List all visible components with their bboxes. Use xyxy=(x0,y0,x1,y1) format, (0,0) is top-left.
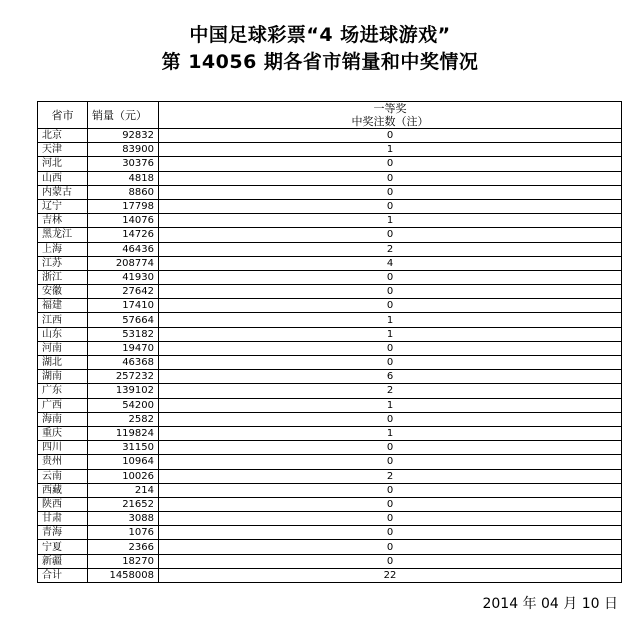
province-cell: 天津 xyxy=(38,143,88,157)
province-cell: 河南 xyxy=(38,341,88,355)
table-row xyxy=(38,327,622,341)
sales-cell: 208774 xyxy=(88,256,159,270)
province-cell: 合计 xyxy=(38,568,88,582)
table-row xyxy=(38,171,622,185)
sales-cell: 3088 xyxy=(88,512,159,526)
table-row xyxy=(38,341,622,355)
table-row xyxy=(38,398,622,412)
winners-cell: 1 xyxy=(159,426,622,440)
sales-cell: 83900 xyxy=(88,143,159,157)
sales-cell: 17798 xyxy=(88,199,159,213)
table-row xyxy=(38,540,622,554)
winners-cell: 0 xyxy=(159,199,622,213)
sales-cell: 10026 xyxy=(88,469,159,483)
sales-cell: 46436 xyxy=(88,242,159,256)
province-cell: 山西 xyxy=(38,171,88,185)
winners-cell: 0 xyxy=(159,270,622,284)
province-cell: 湖北 xyxy=(38,356,88,370)
table-row xyxy=(38,356,622,370)
header-prize-title: 一等奖 xyxy=(373,102,407,115)
sales-cell: 27642 xyxy=(88,285,159,299)
winners-cell: 6 xyxy=(159,370,622,384)
sales-cell: 57664 xyxy=(88,313,159,327)
table-row xyxy=(38,270,622,284)
table-row xyxy=(38,554,622,568)
table-row xyxy=(38,285,622,299)
sales-cell: 41930 xyxy=(88,270,159,284)
table-row xyxy=(38,242,622,256)
table-row xyxy=(38,469,622,483)
sales-cell: 257232 xyxy=(88,370,159,384)
winners-cell: 1 xyxy=(159,313,622,327)
table-row xyxy=(38,256,622,270)
province-cell: 江西 xyxy=(38,313,88,327)
sales-cell: 17410 xyxy=(88,299,159,313)
table-row xyxy=(38,228,622,242)
header-sales: 销量（元） xyxy=(88,102,159,129)
sales-cell: 46368 xyxy=(88,356,159,370)
winners-cell: 0 xyxy=(159,341,622,355)
table-row xyxy=(38,483,622,497)
sales-cell: 1458008 xyxy=(88,568,159,582)
table-row xyxy=(38,299,622,313)
province-cell: 青海 xyxy=(38,526,88,540)
sales-cell: 8860 xyxy=(88,185,159,199)
province-cell: 四川 xyxy=(38,441,88,455)
winners-cell: 0 xyxy=(159,554,622,568)
header-province: 省市 xyxy=(38,102,88,129)
sales-cell: 2582 xyxy=(88,412,159,426)
province-cell: 海南 xyxy=(38,412,88,426)
sales-cell: 18270 xyxy=(88,554,159,568)
sales-cell: 53182 xyxy=(88,327,159,341)
table-row xyxy=(38,526,622,540)
winners-cell: 0 xyxy=(159,285,622,299)
province-cell: 内蒙古 xyxy=(38,185,88,199)
winners-cell: 4 xyxy=(159,256,622,270)
winners-cell: 0 xyxy=(159,356,622,370)
winners-cell: 1 xyxy=(159,143,622,157)
table-header-row xyxy=(38,102,622,129)
province-cell: 江苏 xyxy=(38,256,88,270)
winners-cell: 0 xyxy=(159,412,622,426)
province-cell: 贵州 xyxy=(38,455,88,469)
province-cell: 安徽 xyxy=(38,285,88,299)
province-cell: 广西 xyxy=(38,398,88,412)
winners-cell: 0 xyxy=(159,185,622,199)
province-cell: 福建 xyxy=(38,299,88,313)
winners-cell: 2 xyxy=(159,242,622,256)
winners-cell: 1 xyxy=(159,327,622,341)
table-row xyxy=(38,497,622,511)
table-row xyxy=(38,157,622,171)
province-cell: 黑龙江 xyxy=(38,228,88,242)
winners-cell: 0 xyxy=(159,483,622,497)
province-cell: 湖南 xyxy=(38,370,88,384)
province-cell: 浙江 xyxy=(38,270,88,284)
province-cell: 山东 xyxy=(38,327,88,341)
page-title: 中国足球彩票“4 场进球游戏” xyxy=(189,24,451,46)
sales-cell: 14076 xyxy=(88,214,159,228)
sales-cell: 14726 xyxy=(88,228,159,242)
report-date: 2014 年 04 月 10 日 xyxy=(482,596,618,612)
province-cell: 北京 xyxy=(38,129,88,143)
winners-cell: 0 xyxy=(159,497,622,511)
header-prize-count: 中奖注数（注） xyxy=(351,115,429,128)
sales-cell: 4818 xyxy=(88,171,159,185)
sales-cell: 30376 xyxy=(88,157,159,171)
sales-table xyxy=(37,101,622,583)
province-cell: 重庆 xyxy=(38,426,88,440)
province-cell: 辽宁 xyxy=(38,199,88,213)
table-row xyxy=(38,426,622,440)
province-cell: 广东 xyxy=(38,384,88,398)
sales-cell: 19470 xyxy=(88,341,159,355)
table-row xyxy=(38,384,622,398)
page-subtitle: 第 14056 期各省市销量和中奖情况 xyxy=(161,51,479,73)
header-first-prize xyxy=(159,102,622,129)
winners-cell: 2 xyxy=(159,384,622,398)
winners-cell: 1 xyxy=(159,398,622,412)
winners-cell: 0 xyxy=(159,441,622,455)
table-row xyxy=(38,185,622,199)
table-row xyxy=(38,412,622,426)
table-row xyxy=(38,370,622,384)
province-cell: 云南 xyxy=(38,469,88,483)
table-row xyxy=(38,199,622,213)
province-cell: 宁夏 xyxy=(38,540,88,554)
table-row xyxy=(38,568,622,582)
table-row xyxy=(38,214,622,228)
table-row xyxy=(38,313,622,327)
winners-cell: 0 xyxy=(159,157,622,171)
winners-cell: 0 xyxy=(159,129,622,143)
sales-cell: 139102 xyxy=(88,384,159,398)
winners-cell: 0 xyxy=(159,540,622,554)
sales-cell: 10964 xyxy=(88,455,159,469)
table-row xyxy=(38,143,622,157)
winners-cell: 2 xyxy=(159,469,622,483)
winners-cell: 0 xyxy=(159,455,622,469)
winners-cell: 0 xyxy=(159,526,622,540)
sales-cell: 119824 xyxy=(88,426,159,440)
province-cell: 河北 xyxy=(38,157,88,171)
winners-cell: 0 xyxy=(159,512,622,526)
sales-cell: 21652 xyxy=(88,497,159,511)
table-row xyxy=(38,512,622,526)
winners-cell: 0 xyxy=(159,228,622,242)
province-cell: 甘肃 xyxy=(38,512,88,526)
table-row xyxy=(38,129,622,143)
sales-cell: 31150 xyxy=(88,441,159,455)
sales-cell: 1076 xyxy=(88,526,159,540)
sales-cell: 92832 xyxy=(88,129,159,143)
table-row xyxy=(38,441,622,455)
sales-cell: 2366 xyxy=(88,540,159,554)
sales-cell: 54200 xyxy=(88,398,159,412)
province-cell: 吉林 xyxy=(38,214,88,228)
winners-cell: 1 xyxy=(159,214,622,228)
table-row xyxy=(38,455,622,469)
sales-cell: 214 xyxy=(88,483,159,497)
winners-cell: 22 xyxy=(159,568,622,582)
province-cell: 上海 xyxy=(38,242,88,256)
province-cell: 新疆 xyxy=(38,554,88,568)
province-cell: 西藏 xyxy=(38,483,88,497)
province-cell: 陕西 xyxy=(38,497,88,511)
winners-cell: 0 xyxy=(159,171,622,185)
winners-cell: 0 xyxy=(159,299,622,313)
